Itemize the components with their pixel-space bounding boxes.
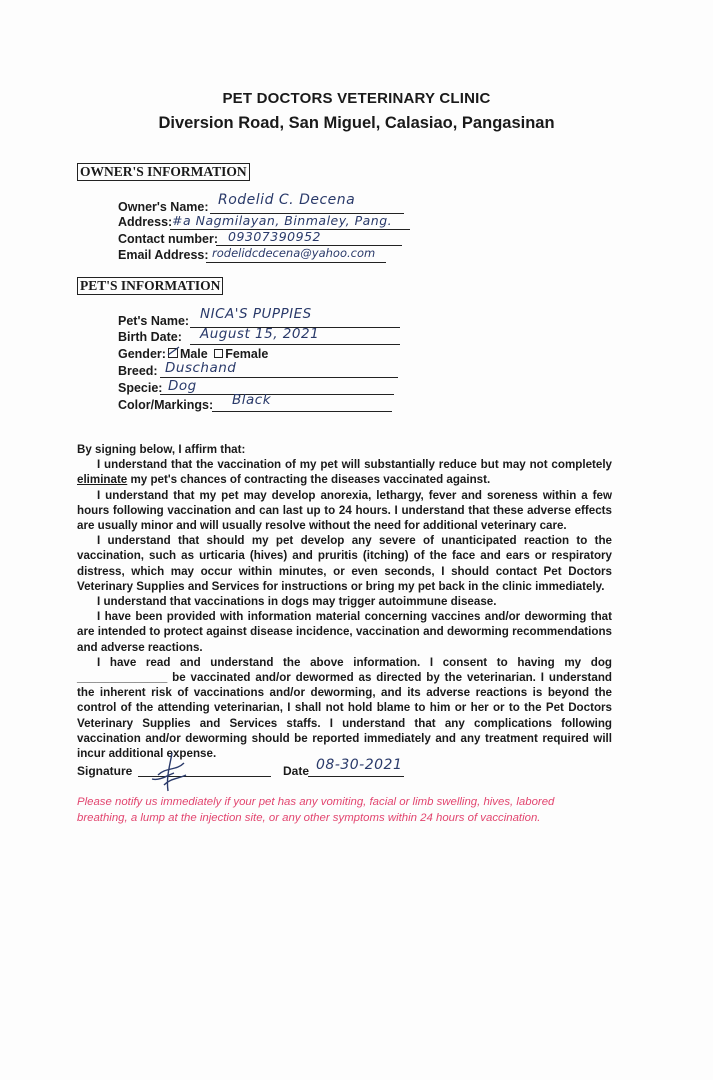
owner-name-label: Owner's Name: — [118, 200, 209, 214]
pet-section-heading: PET'S INFORMATION — [77, 277, 223, 295]
breed-label: Breed: — [118, 364, 158, 378]
date-line — [308, 776, 404, 777]
handwritten-signature[interactable] — [138, 745, 198, 795]
date-label: Date — [283, 764, 310, 778]
birth-date-line — [190, 344, 400, 345]
owner-section-heading: OWNER'S INFORMATION — [77, 163, 250, 181]
color-markings-label: Color/Markings: — [118, 398, 214, 412]
specie-value[interactable]: Dog — [168, 378, 197, 394]
male-checkbox[interactable] — [168, 348, 178, 358]
consent-intro: By signing below, I affirm that: — [77, 443, 246, 456]
female-label: Female — [225, 347, 269, 361]
consent-text — [77, 442, 612, 761]
consent-paragraph-2: I understand that my pet may develop anorexia, lethargy, fever and soreness within a few hours following vaccination and can last up to 24 hours. I understand that these adverse effects are usually minor and will usually resolve without the need for additional veterinary care. — [77, 488, 612, 533]
color-markings-line — [212, 411, 392, 412]
contact-value[interactable]: 09307390952 — [228, 229, 321, 244]
male-label: Male — [179, 347, 208, 361]
email-value[interactable]: rodelidcdecena@yahoo.com — [212, 246, 376, 260]
specie-label: Specie: — [118, 381, 163, 395]
pet-name-label: Pet's Name: — [118, 314, 190, 328]
consent-paragraph-3: I understand that should my pet develop any severe of unanticipated reaction to the vaccination, such as urticaria (hives) and pruritis (itching) of the face and ears or respiratory distress, which may occur within minutes, or even seconds, I should contact Pet Doctors Veterinary Supplies and Services for instructions or bring my pet back in the clinic immediately. — [77, 534, 612, 593]
birth-date-value[interactable]: August 15, 2021 — [200, 326, 320, 342]
signature-label: Signature — [77, 764, 133, 778]
address-value[interactable]: #a Nagmilayan, Binmaley, Pang. — [172, 213, 393, 228]
pet-name-value[interactable]: NICA'S PUPPIES — [200, 306, 312, 322]
breed-value[interactable]: Duschand — [165, 360, 237, 376]
consent-paragraph-6: I have read and understand the above information. I consent to having my dog ______________ be vaccinated and/or dewormed as directed by the veterinarian. I understand the inherent risk of vaccinations and/or deworming, and its adverse reactions is beyond the control of the attending veterinarian, I shall not hold blame to him or her or to the Pet Doctors Veterinary Supplies and Services staffs. I understand that any complications following vaccination and/or deworming should be reported immediately and any treatment required will incur additional expense. — [77, 655, 612, 761]
owner-name-value[interactable]: Rodelid C. Decena — [218, 192, 356, 208]
date-value[interactable]: 08-30-2021 — [316, 757, 403, 773]
color-markings-value[interactable]: Black — [232, 392, 272, 408]
consent-paragraph-5: I have been provided with information material concerning vaccines and/or deworming that are intended to protect against disease incidence, vaccination and deworming recommendations and adverse reactions. — [77, 610, 612, 654]
specie-line — [160, 394, 394, 395]
address-label: Address: — [118, 215, 173, 229]
email-label: Email Address: — [118, 248, 209, 262]
female-checkbox[interactable] — [214, 349, 223, 358]
email-line — [206, 262, 386, 263]
dog-name-blank[interactable]: ______________ — [77, 671, 168, 685]
gender-label: Gender: — [118, 347, 166, 361]
consent-paragraph-4: I understand that vaccinations in dogs may trigger autoimmune disease. — [97, 595, 497, 609]
birth-date-label: Birth Date: — [118, 330, 182, 344]
gender-row — [118, 347, 268, 361]
consent-paragraph-1: I understand that the vaccination of my pet will substantially reduce but may not completely eliminate my pet's chances of contracting the diseases vaccinated against. — [77, 458, 612, 487]
contact-label: Contact number: — [118, 232, 218, 246]
clinic-name: PET DOCTORS VETERINARY CLINIC — [222, 90, 491, 107]
check-mark-icon — [167, 346, 180, 356]
clinic-address: Diversion Road, San Miguel, Calasiao, Pangasinan — [158, 114, 555, 132]
post-vaccination-notice: Please notify us immediately if your pet has any vomiting, facial or limb swelling, hives, labored breathing, a lump at the injection site, or any other symptoms within 24 hours of vaccination. — [77, 796, 555, 824]
